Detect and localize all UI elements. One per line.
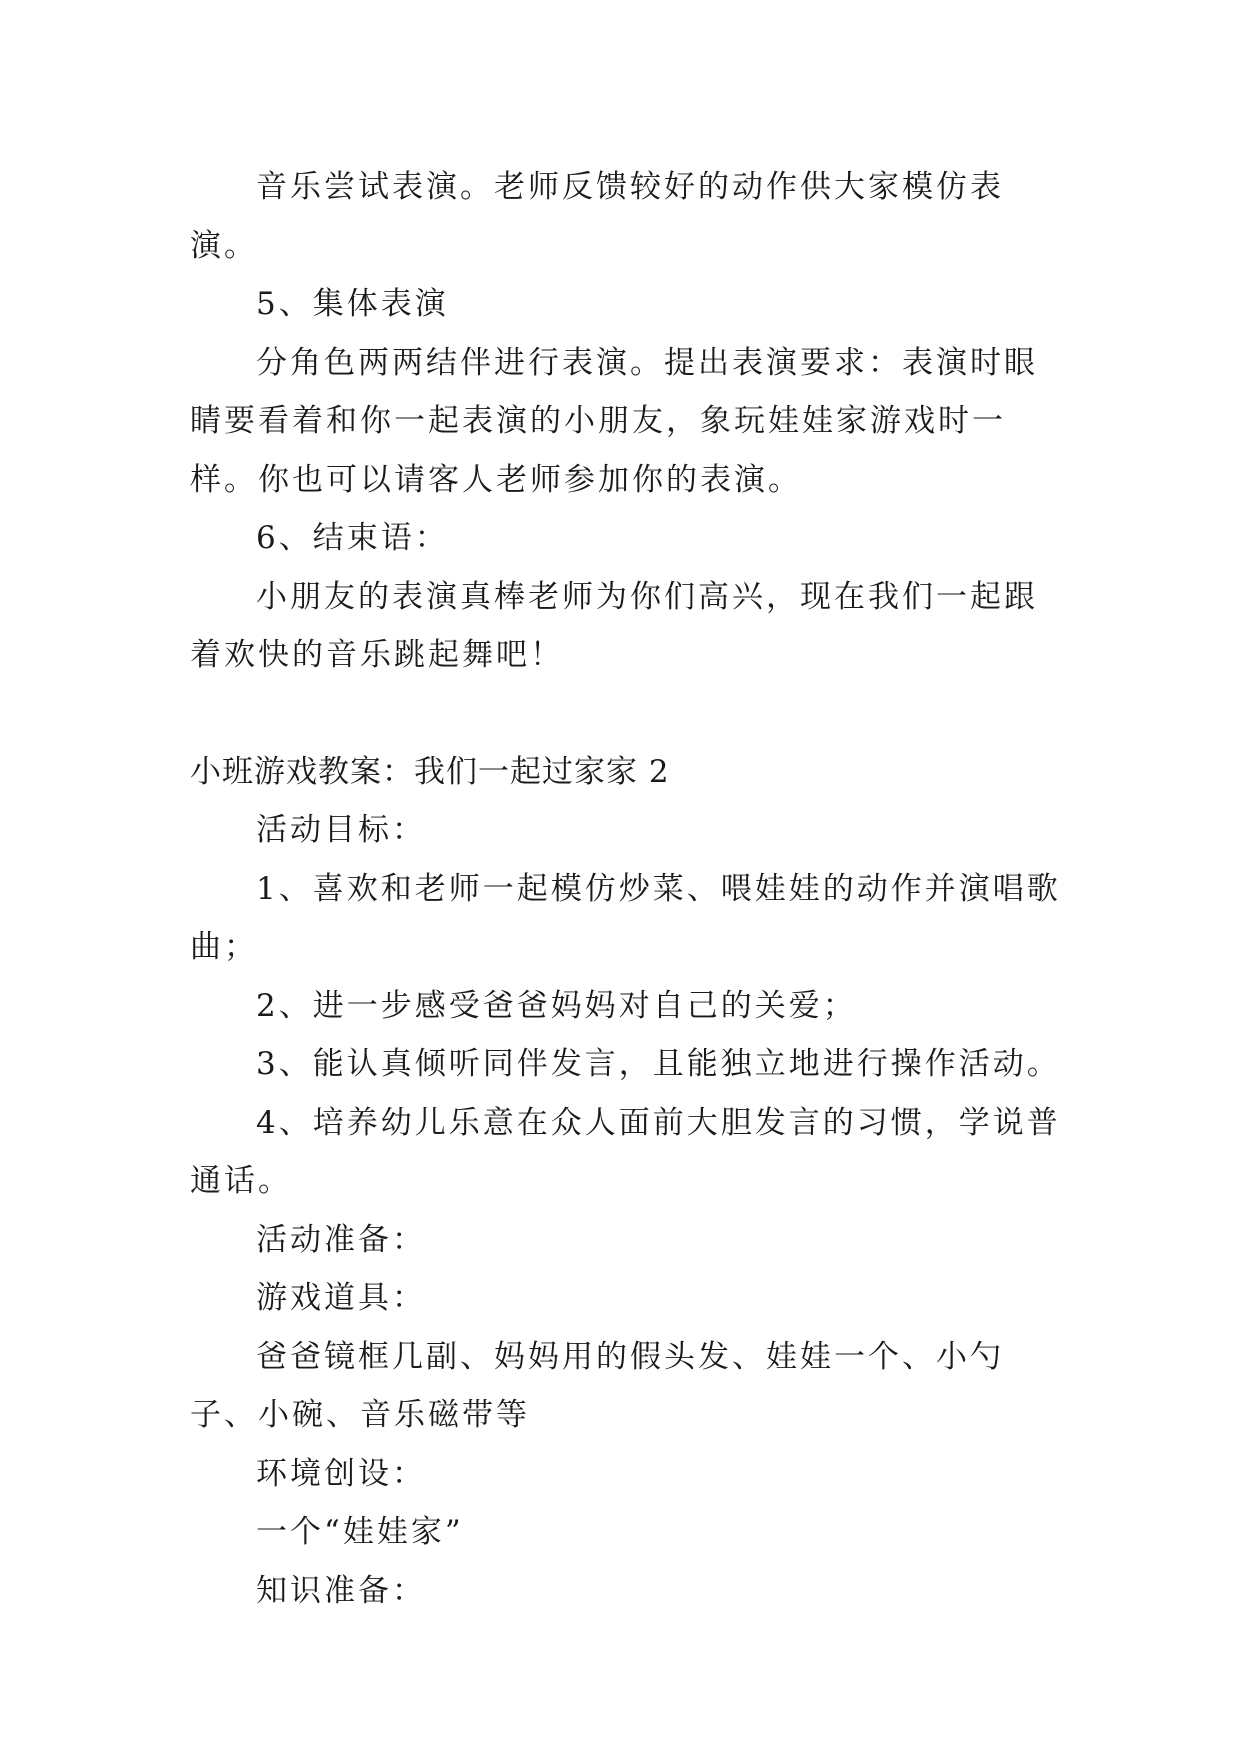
paragraph: 2、进一步感受爸爸妈妈对自己的关爱； (256, 987, 857, 1024)
paragraph: 游戏道具： (256, 1280, 426, 1316)
paragraph: 爸爸镜框几副、妈妈用的假头发、娃娃一个、小勺子、小碗、音乐磁带等 (190, 1338, 1004, 1433)
paragraph: 3、能认真倾听同伴发言，且能独立地进行操作活动。 (256, 1046, 1061, 1082)
paragraph: 活动准备： (256, 1221, 426, 1258)
paragraph: 4、培养幼儿乐意在众人面前大胆发言的习惯，学说普通话。 (190, 1104, 1061, 1199)
paragraph: 活动目标： (256, 812, 426, 848)
paragraph: 分角色两两结伴进行表演。提出表演要求：表演时眼睛要看着和你一起表演的小朋友，象玩娃娃家游戏时一样。你也可以请客人老师参加你的表演。 (190, 344, 1038, 498)
paragraph: 知识准备： (256, 1572, 426, 1609)
paragraph: 小朋友的表演真棒老师为你们高兴，现在我们一起跟着欢快的音乐跳起舞吧！ (190, 578, 1038, 673)
paragraph: 环境创设： (256, 1455, 426, 1492)
paragraph: 5、集体表演 (256, 286, 449, 322)
paragraph: 音乐尝试表演。老师反馈较好的动作供大家模仿表演。 (190, 169, 1004, 264)
section-title: 小班游戏教案：我们一起过家家 2 (190, 753, 670, 790)
paragraph: 1、喜欢和老师一起模仿炒菜、喂娃娃的动作并演唱歌曲； (190, 870, 1061, 965)
section-gap (190, 685, 1070, 743)
document-body (190, 158, 1070, 1620)
paragraph: 6、结束语： (256, 520, 449, 556)
paragraph: 一个“娃娃家” (256, 1514, 464, 1550)
